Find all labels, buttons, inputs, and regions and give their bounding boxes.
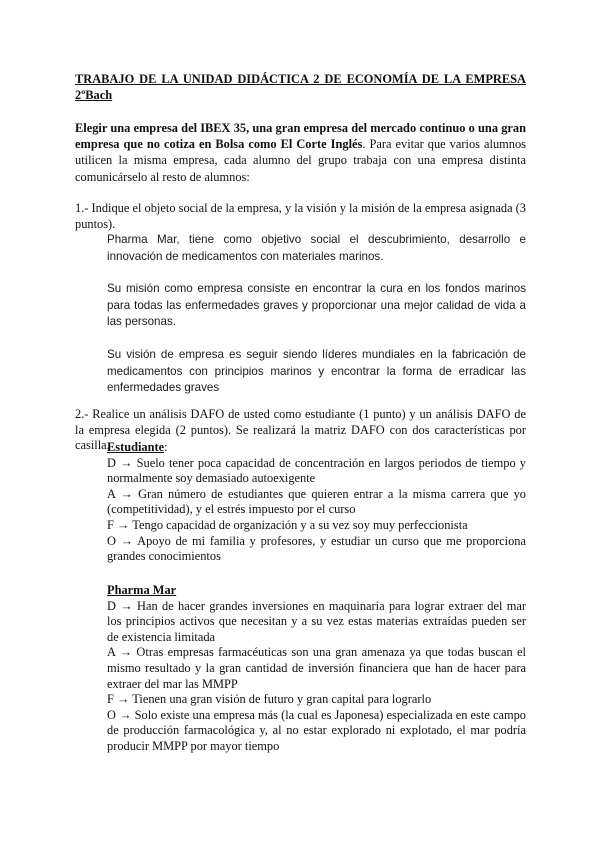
dafo-company (107, 583, 526, 755)
dafo-student-heading-text: Estudiante (107, 440, 165, 454)
dafo-student (107, 440, 526, 565)
question-2: 2.- Realice un análisis DAFO de usted como estudiante (1 punto) y un análisis DAFO de la empresa elegida (2 puntos). Se realizará la matriz DAFO con dos características por casilla. (75, 407, 526, 453)
document-subtitle: 2ºBach (75, 88, 113, 102)
dafo-student-heading (107, 440, 526, 456)
dafo-student-strength: F → Tengo capacidad de organización y a su vez soy muy perfeccionista (107, 517, 468, 532)
dafo-company-heading: Pharma Mar (107, 583, 177, 597)
answer-mission: Su misión como empresa consiste en encontrar la cura en los fondos marinos para todas las enfermedades graves y proporcionar una mejor calidad de vida a las personas. (107, 282, 526, 329)
document-title: TRABAJO DE LA UNIDAD DIDÁCTICA 2 DE ECONOMÍA DE LA EMPRESA (75, 72, 526, 86)
dafo-student-threat: A → Gran número de estudiantes que quieren entrar a la misma carrera que yo (competitividad), y el estrés impuesto por el curso (107, 486, 526, 517)
intro-bold-text: Elegir una empresa del IBEX 35, una gran empresa del mercado continuo o una gran empresa que no cotiza en Bolsa como El Corte Inglés (75, 121, 526, 152)
answer-social-object: Pharma Mar, tiene como objetivo social el descubrimiento, desarrollo e innovación de medicamentos con materiales marinos. (107, 233, 526, 263)
intro-paragraph (75, 120, 526, 185)
dafo-student-heading-colon: : (164, 440, 168, 454)
intro-rest-text: . Para evitar que varios alumnos utilicen la misma empresa, cada alumno del grupo trabaja con una empresa distinta comunicárselo al resto de alumnos: (75, 137, 526, 184)
dafo-company-threat: A → Otras empresas farmacéuticas son una gran amenaza ya que todas buscan el mismo resultado y la gran cantidad de inversión financiera que han de hacer para extraer del mar las MMPP (107, 645, 526, 691)
dafo-company-weakness: D → Han de hacer grandes inversiones en maquinaria para lograr extraer del mar los principios activos que necesitan y a su vez estas materias extraídas pueden ser de existencia limitada (107, 598, 526, 644)
dafo-company-strength: F → Tienen una gran visión de futuro y gran capital para lograrlo (107, 692, 432, 707)
question-1: 1.- Indique el objeto social de la empresa, y la visión y la misión de la empresa asignada (3 puntos). (75, 201, 526, 231)
answer-vision: Su visión de empresa es seguir siendo líderes mundiales en la fabricación de medicamentos con principios marinos y encontrar la forma de erradicar las enfermedades graves (107, 348, 526, 395)
dafo-student-opportunity: O → Apoyo de mi familia y profesores, y estudiar un curso que me proporciona grandes conocimientos (107, 533, 526, 564)
dafo-company-opportunity: O → Solo existe una empresa más (la cual es Japonesa) especializada en este campo de producción farmacológica y, al no estar explorado ni explotado, el mar podría producir MMPP por mayor tiempo (107, 707, 526, 753)
dafo-student-weakness: D → Suelo tener poca capacidad de concentración en largos periodos de tiempo y normalmente soy demasiado autoexigente (107, 455, 526, 486)
